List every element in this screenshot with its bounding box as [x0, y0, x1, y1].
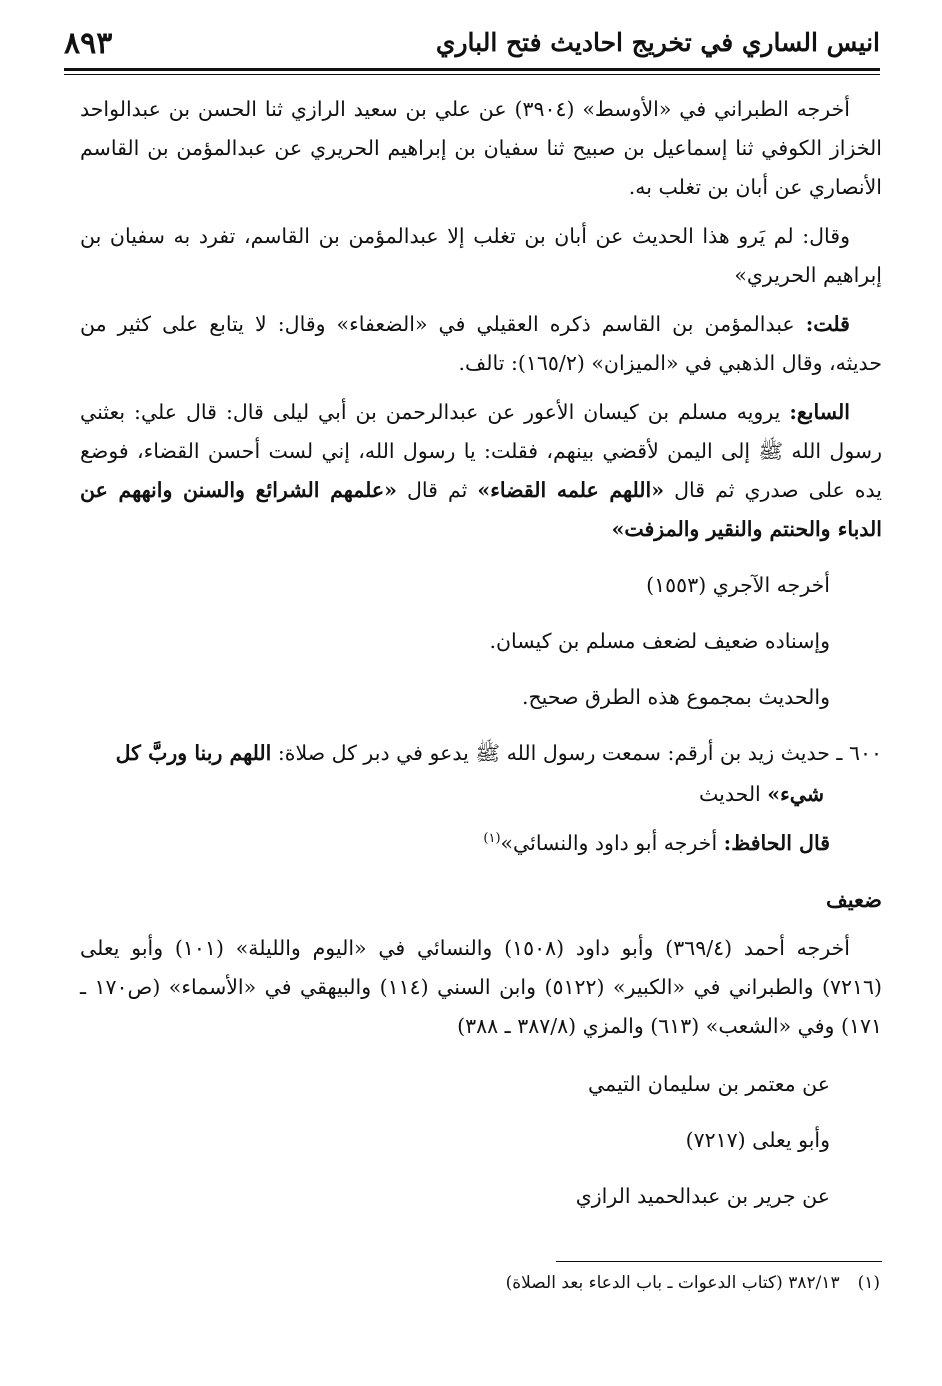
page-header — [64, 22, 880, 66]
header-rule-thin — [64, 74, 880, 75]
running-title: انيس الساري في تخريج احاديث فتح الباري — [435, 28, 880, 57]
paragraph-qala: وقال: لم يَرو هذا الحديث عن أبان بن تغلب إلا عبدالمؤمن بن القاسم، تفرد به سفيان بن إبراهيم الحريري» — [80, 224, 882, 287]
grade-heading: ضعيف — [825, 887, 882, 912]
page-number: ٨٩٣ — [64, 26, 113, 61]
line-mutamir: عن معتمر بن سليمان التيمي — [588, 1072, 830, 1096]
footnote — [80, 1273, 880, 1293]
footnote-marker: (١) — [857, 1273, 880, 1293]
footnote-text: ٣٨٢/١٣ (كتاب الدعوات ـ باب الدعاء بعد الصلاة) — [505, 1273, 840, 1293]
line-isnad: وإسناده ضعيف لضعف مسلم بن كيسان. — [489, 629, 830, 653]
label-hafiz: قال الحافظ: — [723, 831, 830, 855]
hadith-600 — [80, 733, 882, 815]
footnote-ref: (١) — [483, 831, 501, 847]
text-qultu: عبدالمؤمن بن القاسم ذكره العقيلي في «الضعفاء» وقال: لا يتابع على كثير من حديثه، وقال الذهبي في «الميزان» (١٦٥/٢): تالف. — [80, 312, 882, 375]
label-sabi: السابع: — [789, 400, 850, 424]
hadith-number: ٦٠٠ ـ — [836, 741, 882, 765]
line-abu-yala: وأبو يعلى (٧٢١٧) — [685, 1128, 830, 1152]
hadith-text: حديث زيد بن أرقم: سمعت رسول الله ﷺ يدعو في دبر كل صلاة: — [271, 741, 837, 765]
line-sahih: والحديث بمجموع هذه الطرق صحيح. — [521, 685, 830, 709]
footnote-rule — [556, 1261, 882, 1262]
hadith-tail: الحديث — [698, 782, 768, 806]
line-ajurri: أخرجه الآجري (١٥٥٣) — [646, 573, 830, 597]
text-sabi-2: ثم قال — [396, 478, 478, 502]
paragraph-tabarani: أخرجه الطبراني في «الأوسط» (٣٩٠٤) عن علي بن سعيد الرازي ثنا الحسن بن عبدالواحد الخزاز الكوفي ثنا إسماعيل بن صبيح ثنا سفيان بن إبراهيم الحريري عن عبدالمؤمن بن القاسم الأنصاري عن أبان بن تغلب به. — [80, 97, 882, 199]
text-sabi: يرويه مسلم بن كيسان الأعور عن عبدالرحمن بن أبي ليلى قال: قال علي: بعثني رسول الله ﷺ إلى اليمن لأقضي بينهم، فقلت: يا رسول الله، إني لست أحسن القضاء، فوضع يده على صدري ثم قال — [80, 400, 883, 502]
bold-quote-1: «اللهم علمه القضاء» — [477, 478, 665, 502]
header-rule-thick — [64, 68, 880, 71]
line-hafiz — [80, 815, 882, 871]
main-text — [80, 90, 882, 1224]
paragraph-qultu — [80, 305, 882, 383]
hadith-bold: اللهم ربنا وربَّ كل شيء» — [115, 741, 824, 806]
line-jarir: عن جرير بن عبدالحميد الرازي — [575, 1184, 830, 1208]
bold-quote-2: «علمهم الشرائع والسنن وانههم عن الدباء والحنتم والنقير والمزفت» — [80, 478, 882, 541]
text-hafiz: أخرجه أبو داود والنسائي» — [500, 831, 724, 855]
label-qultu: قلت: — [805, 312, 850, 336]
paragraph-sabi — [80, 393, 882, 549]
paragraph-takhrij: أخرجه أحمد (٣٦٩/٤) وأبو داود (١٥٠٨) والنسائي في «اليوم والليلة» (١٠١) وأبو يعلى (٧٢١٦) والطبراني في «الكبير» (٥١٢٢) وابن السني (١١٤) والبيهقي في «الأسماء» (ص١٧٠ ـ ١٧١) وفي «الشعب» (٦١٣) والمزي (٣٨٧/٨ ـ ٣٨٨) — [80, 936, 883, 1038]
